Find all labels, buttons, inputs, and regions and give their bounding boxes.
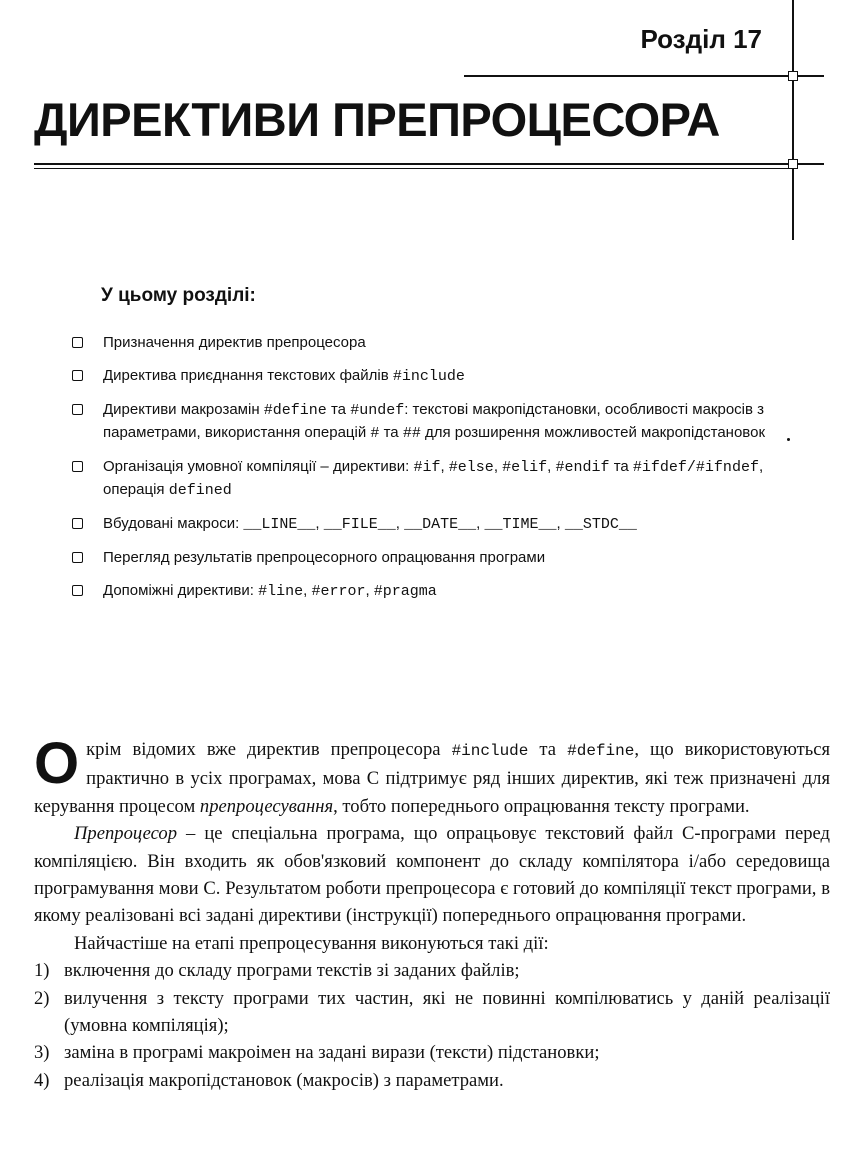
step-number: 3) bbox=[34, 1042, 50, 1064]
contents-list bbox=[70, 332, 790, 614]
list-item bbox=[70, 456, 790, 502]
scan-dot bbox=[787, 438, 790, 441]
code-token: #line bbox=[258, 583, 304, 600]
list-item-text: та bbox=[326, 401, 351, 418]
chapter-label: Розділ 17 bbox=[640, 24, 762, 54]
list-item bbox=[70, 513, 790, 536]
step-number: 1) bbox=[34, 960, 50, 982]
list-item-text: , bbox=[303, 582, 312, 599]
list-item-text: , операція bbox=[103, 458, 764, 498]
checkbox-icon bbox=[72, 518, 83, 529]
code-token: ## bbox=[402, 425, 421, 442]
list-item-text: Призначення директив препроцесора bbox=[103, 334, 366, 351]
code-token: #elif bbox=[502, 459, 548, 476]
step-text: вилучення з тексту програми тих частин, які не повинні компілюватись у даній реалізації (умовна компіляція); bbox=[64, 987, 830, 1037]
rule-marker-top bbox=[788, 71, 798, 81]
step-text: включення до складу програми текстів зі заданих файлів; bbox=[64, 960, 520, 982]
code-token: #include bbox=[451, 742, 529, 760]
code-token: #else bbox=[448, 459, 494, 476]
step-item bbox=[34, 985, 830, 1040]
code-token: #endif bbox=[555, 459, 610, 476]
contents-heading: У цьому розділі: bbox=[101, 285, 256, 306]
checkbox-icon bbox=[72, 370, 83, 381]
paragraph-text: , що використовуються практично в усіх програмах, мова С підтримує ряд інших директив, які теж призначені для керування процесом bbox=[34, 739, 830, 817]
list-item-text: , bbox=[476, 515, 485, 532]
paragraph-text: крім відомих вже директив препроцесора bbox=[86, 739, 452, 760]
steps-intro: Найчастіше на етапі препроцесування виконуються такі дії: bbox=[74, 932, 549, 954]
code-token: #define bbox=[263, 402, 327, 419]
list-item-text: , bbox=[440, 458, 449, 475]
checkbox-icon bbox=[72, 404, 83, 415]
code-token: __TIME__ bbox=[484, 516, 557, 533]
code-token: #undef bbox=[350, 402, 405, 419]
paragraph-text: – це спеціальна програма, що опрацьовує текстовий файл С-програми перед компіляцією. Він входить як обов'язковий компонент до складу компілятора і/або середовища програмування мови С. Результатом роботи препроцесора є готовий до компіляції текст програми, в якому реалізовані всі задані директиви (інструкції) попереднього опрацювання програми. bbox=[34, 823, 830, 927]
list-item-text: Вбудовані макроси: bbox=[103, 515, 244, 532]
list-item bbox=[70, 580, 790, 603]
code-token: # bbox=[370, 425, 380, 442]
drop-cap: О bbox=[34, 731, 80, 796]
list-item-text: Директива приєднання текстових файлів bbox=[103, 367, 393, 384]
list-item-text: та bbox=[609, 458, 633, 475]
list-item-text: Допоміжні директиви: bbox=[103, 582, 259, 599]
code-token: __STDC__ bbox=[564, 516, 637, 533]
list-item bbox=[70, 365, 790, 388]
step-item bbox=[34, 1039, 830, 1066]
paragraph-text: , тобто попереднього опрацювання тексту програми. bbox=[333, 795, 750, 817]
list-item-text: Перегляд результатів препроцесорного опрацювання програми bbox=[103, 549, 546, 566]
checkbox-icon bbox=[72, 461, 83, 472]
step-item bbox=[34, 957, 830, 984]
list-item-text: для розширення можливостей макропідстановок bbox=[420, 424, 766, 441]
checkbox-icon bbox=[72, 552, 83, 563]
code-token: #define bbox=[567, 742, 635, 760]
checkbox-icon bbox=[72, 337, 83, 348]
rule-marker-bottom bbox=[788, 159, 798, 169]
list-item bbox=[70, 332, 790, 354]
list-item-text: , bbox=[315, 515, 324, 532]
list-item-text: , bbox=[395, 515, 405, 532]
chapter-title: ДИРЕКТИВИ ПРЕПРОЦЕСОРА bbox=[34, 93, 720, 146]
list-item-text: : текстові макропідстановки, особливості макросів з параметрами, використання операцій bbox=[103, 401, 765, 441]
emphasis-term: Препроцесор bbox=[74, 823, 178, 845]
list-item-text: , bbox=[365, 582, 374, 599]
paragraph-text: та bbox=[528, 739, 568, 760]
body-text bbox=[34, 731, 830, 1094]
list-item-text: Директиви макрозамін bbox=[103, 401, 264, 418]
checkbox-icon bbox=[72, 585, 83, 596]
step-number: 4) bbox=[34, 1069, 50, 1091]
definition-paragraph bbox=[34, 820, 830, 930]
code-token: #ifdef/#ifndef bbox=[632, 459, 759, 476]
code-token: __FILE__ bbox=[323, 516, 396, 533]
code-token: __DATE__ bbox=[404, 516, 477, 533]
list-item bbox=[70, 399, 790, 445]
list-item-text: , bbox=[556, 515, 565, 532]
header-rule-vertical bbox=[792, 0, 794, 240]
step-item bbox=[34, 1067, 830, 1094]
header-rule-bottom bbox=[34, 163, 824, 165]
code-token: #include bbox=[392, 368, 465, 385]
step-text: заміна в програмі макроімен на задані вирази (тексти) підстановки; bbox=[64, 1042, 600, 1064]
code-token: #pragma bbox=[373, 583, 437, 600]
code-token: defined bbox=[168, 482, 232, 499]
step-text: реалізація макропідстановок (макросів) з параметрами. bbox=[64, 1069, 504, 1091]
header-rule-bottom-thin bbox=[34, 168, 790, 169]
intro-paragraph bbox=[34, 731, 830, 820]
list-item bbox=[70, 547, 790, 569]
step-number: 2) bbox=[34, 987, 50, 1009]
list-item-text: , bbox=[493, 458, 503, 475]
list-item-text: Організація умовної компіляції – директиви: bbox=[103, 458, 414, 475]
header-rule-top bbox=[464, 75, 824, 77]
code-token: __LINE__ bbox=[243, 516, 316, 533]
code-token: #error bbox=[311, 583, 366, 600]
emphasis-term: препроцесування bbox=[199, 795, 334, 817]
code-token: #if bbox=[413, 459, 441, 476]
list-item-text: , bbox=[547, 458, 556, 475]
list-item-text: та bbox=[379, 424, 403, 441]
